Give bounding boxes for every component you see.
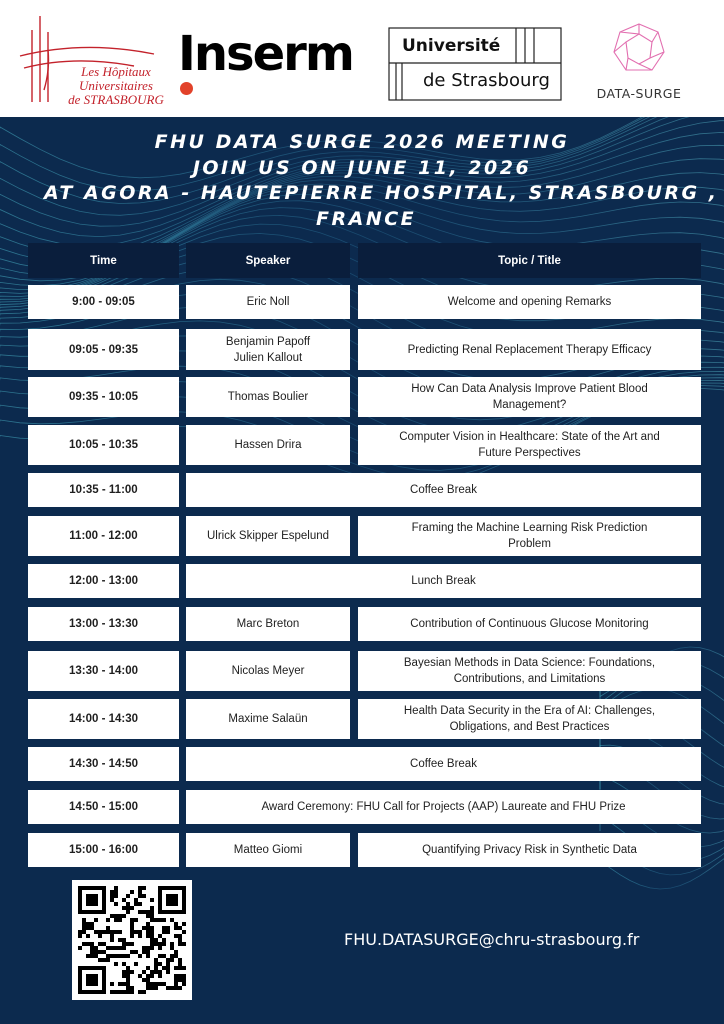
topic-cell [358, 651, 701, 691]
speaker-cell [186, 425, 350, 465]
time-cell: 10:05 - 10:35 [28, 425, 179, 465]
speaker-cell-line: Maxime Salaün [228, 713, 308, 725]
logo-bar [0, 0, 724, 117]
time-cell: 14:00 - 14:30 [28, 699, 179, 739]
topic-cell-line: Contribution of Continuous Glucose Monitoring [410, 618, 649, 630]
speaker-cell-line: Hassen Drira [234, 439, 302, 451]
speaker-cell-line: Ulrick Skipper Espelund [206, 530, 330, 542]
merged-cell: Lunch Break [186, 564, 701, 598]
topic-cell [358, 285, 701, 319]
topic-cell [358, 516, 701, 556]
time-cell: 13:30 - 14:00 [28, 651, 179, 691]
qr-code[interactable] [72, 880, 192, 1000]
speaker-cell [186, 651, 350, 691]
title-line-4: FRANCE [316, 207, 417, 230]
speaker-cell-line: Thomas Boulier [227, 391, 309, 403]
inserm-dot-icon [180, 82, 193, 95]
speaker-cell [186, 607, 350, 641]
university-line-1: Université [402, 36, 501, 56]
time-cell: 12:00 - 13:00 [28, 564, 179, 598]
topic-cell [358, 377, 701, 417]
speaker-cell [186, 285, 350, 319]
speaker-cell-line: Nicolas Meyer [231, 665, 305, 677]
time-cell: 14:30 - 14:50 [28, 747, 179, 781]
topic-cell [358, 699, 701, 739]
event-title [0, 130, 724, 232]
topic-cell-line: Predicting Renal Replacement Therapy Efficacy [407, 343, 652, 356]
merged-cell: Coffee Break [186, 473, 701, 507]
datasurge-logo [584, 18, 694, 108]
title-line-2: JOIN US ON JUNE 11, 2026 [192, 156, 532, 179]
speaker-cell [186, 377, 350, 417]
hus-line-1: Les Hôpitaux [81, 64, 151, 79]
time-cell: 14:50 - 15:00 [28, 790, 179, 824]
topic-cell [358, 833, 701, 867]
inserm-logo: Inserm [178, 26, 353, 82]
datasurge-polyhedron-icon [584, 18, 694, 84]
speaker-cell [186, 699, 350, 739]
title-line-1: FHU DATA SURGE 2026 MEETING [154, 131, 570, 153]
datasurge-label: DATA-SURGE [596, 86, 682, 101]
hus-logo [14, 10, 164, 110]
topic-cell-line: Management? [492, 399, 567, 411]
header-topic: Topic / Title [358, 243, 701, 278]
topic-cell [358, 425, 701, 465]
speaker-cell-line: Eric Noll [246, 296, 290, 308]
time-cell: 11:00 - 12:00 [28, 516, 179, 556]
time-cell: 13:00 - 13:30 [28, 607, 179, 641]
hus-line-2: Universitaires [79, 78, 153, 93]
topic-cell-line: Problem [508, 538, 551, 550]
hus-wordmark [66, 65, 166, 107]
time-cell: 09:35 - 10:05 [28, 377, 179, 417]
speaker-cell [186, 329, 350, 370]
time-cell: 15:00 - 16:00 [28, 833, 179, 867]
topic-cell-line: Contributions, and Limitations [453, 673, 606, 685]
topic-cell-line: Framing the Machine Learning Risk Prediction [411, 522, 648, 534]
title-line-3: AT AGORA - HAUTEPIERRE HOSPITAL, STRASBOURG , [44, 182, 719, 204]
topic-cell-line: How Can Data Analysis Improve Patient Blood [411, 383, 648, 395]
speaker-cell-line: Benjamin Papoff [225, 335, 311, 348]
speaker-cell [186, 516, 350, 556]
speaker-cell [186, 833, 350, 867]
time-cell: 9:00 - 09:05 [28, 285, 179, 319]
university-line-2: de Strasbourg [423, 70, 550, 91]
topic-cell-line: Welcome and opening Remarks [447, 296, 612, 308]
speaker-cell-line: Marc Breton [236, 618, 300, 630]
speaker-cell-line: Julien Kallout [233, 351, 303, 364]
topic-cell-line: Computer Vision in Healthcare: State of the Art and [399, 431, 660, 443]
merged-cell: Award Ceremony: FHU Call for Projects (AAP) Laureate and FHU Prize [186, 790, 701, 824]
university-strasbourg-logo [388, 27, 562, 101]
time-cell: 10:35 - 11:00 [28, 473, 179, 507]
header-speaker: Speaker [186, 243, 350, 278]
speaker-cell-line: Matteo Giomi [233, 844, 303, 856]
hus-line-3: de STRASBOURG [68, 92, 164, 107]
topic-cell-line: Health Data Security in the Era of AI: Challenges, [403, 705, 656, 717]
time-cell: 09:05 - 09:35 [28, 329, 179, 370]
contact-email[interactable]: FHU.DATASURGE@chru-strasbourg.fr [344, 930, 640, 949]
topic-cell-line: Quantifying Privacy Risk in Synthetic Data [422, 844, 637, 856]
header-time: Time [28, 243, 179, 278]
merged-cell: Coffee Break [186, 747, 701, 781]
topic-cell-line: Bayesian Methods in Data Science: Foundations, [403, 657, 656, 669]
topic-cell [358, 329, 701, 370]
qr-code-icon [78, 886, 186, 994]
topic-cell-line: Future Perspectives [478, 447, 581, 459]
topic-cell [358, 607, 701, 641]
topic-cell-line: Obligations, and Best Practices [449, 721, 610, 733]
